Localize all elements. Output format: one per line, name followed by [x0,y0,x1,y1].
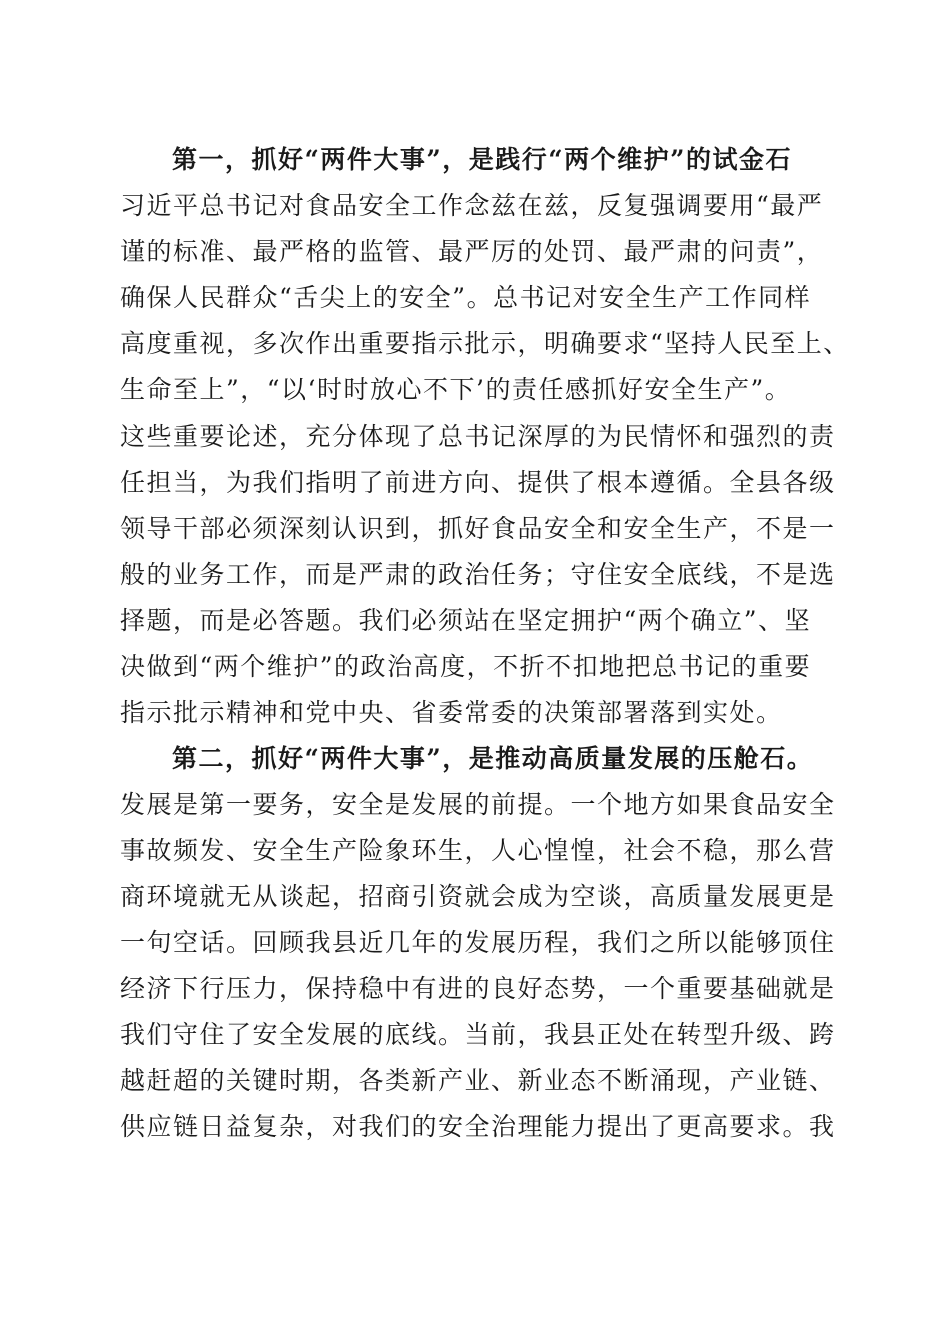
body-line: 决做到“两个维护”的政治高度，不折不扣地把总书记的重要 [120,652,812,681]
section-heading-2: 第二，抓好“两件大事”，是推动高质量发展的压舱石。 [172,744,814,773]
body-line: 越赶超的关键时期，各类新产业、新业态不断涌现，产业链、 [120,1066,836,1095]
body-line: 供应链日益复杂，对我们的安全治理能力提出了更高要求。我 [120,1112,836,1141]
body-line: 确保人民群众“舌尖上的安全”。总书记对安全生产工作同样 [120,283,812,312]
body-line: 择题，而是必答题。我们必须站在坚定拥护“两个确立”、坚 [120,606,812,635]
body-line: 般的业务工作，而是严肃的政治任务；守住安全底线，不是选 [120,560,836,589]
body-line: 指示批示精神和党中央、省委常委的决策部署落到实处。 [120,698,783,727]
body-line: 生命至上”，“以‘时时放心不下’的责任感抓好安全生产”。 [120,375,792,404]
section-heading-1: 第一，抓好“两件大事”，是践行“两个维护”的试金石 [172,145,793,174]
body-line: 这些重要论述，充分体现了总书记深厚的为民情怀和强烈的责 [120,422,836,451]
body-line: 事故频发、安全生产险象环生，人心惶惶，社会不稳，那么营 [120,836,836,865]
body-line: 习近平总书记对食品安全工作念兹在兹，反复强调要用“最严 [120,191,824,220]
body-line: 一句空话。回顾我县近几年的发展历程，我们之所以能够顶住 [120,928,836,957]
body-line: 高度重视，多次作出重要指示批示，明确要求“坚持人民至上、 [120,329,850,358]
body-line: 谨的标准、最严格的监管、最严厉的处罚、最严肃的问责”， [120,237,824,266]
body-line: 商环境就无从谈起，招商引资就会成为空谈，高质量发展更是 [120,882,836,911]
body-line: 我们守住了安全发展的底线。当前，我县正处在转型升级、跨 [120,1020,836,1049]
body-line: 发展是第一要务，安全是发展的前提。一个地方如果食品安全 [120,790,836,819]
body-line: 经济下行压力，保持稳中有进的良好态势，一个重要基础就是 [120,974,836,1003]
body-line: 任担当，为我们指明了前进方向、提供了根本遵循。全县各级 [120,468,836,497]
body-line: 领导干部必须深刻认识到，抓好食品安全和安全生产，不是一 [120,514,836,543]
